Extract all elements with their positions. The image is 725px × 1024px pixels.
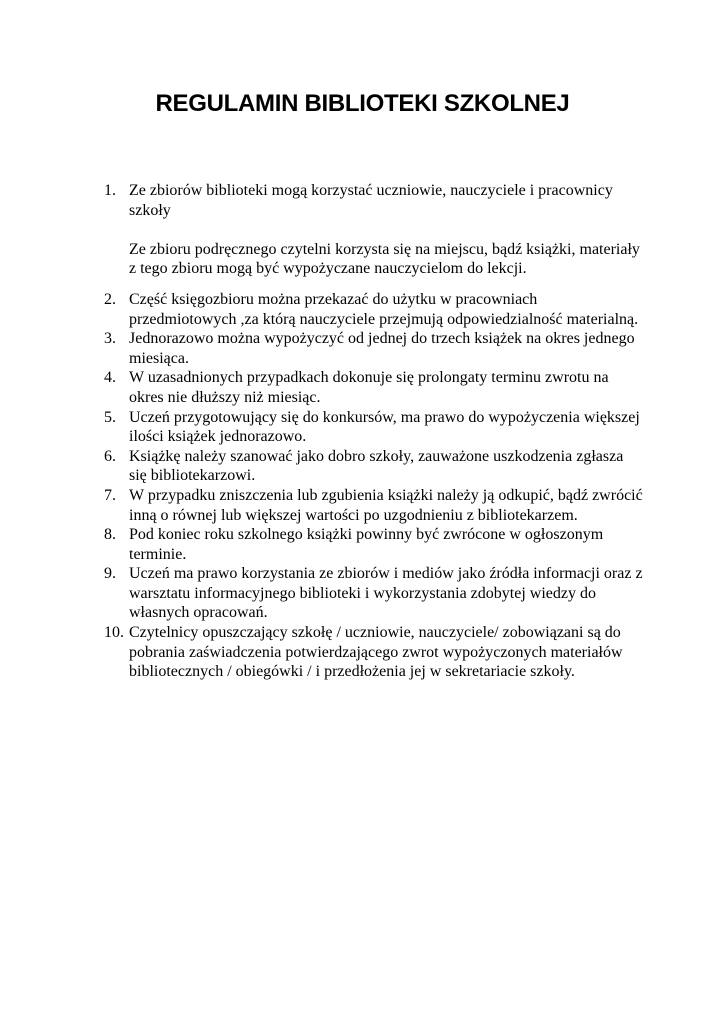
rule-item-6	[104, 447, 644, 486]
rule-item-4	[104, 368, 644, 407]
rule-number: 6.	[104, 447, 116, 465]
rule-item-2	[104, 290, 644, 329]
rule-number: 3.	[104, 330, 116, 348]
rule-number: 9.	[104, 565, 116, 583]
rule-number: 4.	[104, 369, 116, 387]
rule-text: Uczeń ma prawo korzystania ze zbiorów i mediów jako źródła informacji oraz z warsztatu informacyjnego biblioteki i wykorzystania zdobytej wiedzy do własnych opracowań.	[129, 565, 643, 622]
rule-number: 1.	[104, 182, 116, 199]
rule-text: Książkę należy szanować jako dobro szkoły, zauważone uszkodzenia zgłasza się bibliotekarzowi.	[129, 447, 624, 485]
rule-item-1	[104, 181, 644, 279]
rule-number: 8.	[104, 526, 116, 544]
rule-number: 2.	[104, 290, 116, 308]
rule-item-3	[104, 329, 644, 368]
rule-text: Jednorazowo można wypożyczyć od jednej do trzech książek na okres jednego miesiąca.	[129, 330, 635, 367]
rule-text: Część księgozbioru można przekazać do użytku w pracowniach przedmiotowych ,za którą nauczyciele przejmują odpowiedzialność materialną.	[129, 290, 639, 328]
document-title: REGULAMIN BIBLIOTEKI SZKOLNEJ	[155, 90, 570, 117]
rule-number: 10.	[104, 624, 124, 642]
rule-text: Uczeń przygotowujący się do konkursów, ma prawo do wypożyczenia większej ilości książek jednorazowo.	[129, 408, 640, 446]
rule-item-5	[104, 408, 644, 447]
rule-number: 5.	[104, 408, 116, 426]
rule-note: Ze zbioru podręcznego czytelni korzysta się na miejscu, bądź książki, materiały z tego zbioru mogą być wypożyczane nauczycielom do lekcji.	[129, 240, 640, 278]
rules-list	[104, 181, 644, 682]
rule-number: 7.	[104, 486, 116, 504]
rule-text: W uzasadnionych przypadkach dokonuje się prolongaty terminu zwrotu na okres nie dłuższy niż miesiąc.	[129, 369, 609, 406]
rule-item-8	[104, 525, 644, 564]
rule-text: W przypadku zniszczenia lub zgubienia książki należy ją odkupić, bądź zwrócić inną o równej lub większej wartości po uzgodnieniu z bibliotekarzem.	[129, 486, 643, 524]
rule-text: Czytelnicy opuszczający szkołę / uczniowie, nauczyciele/ zobowiązani są do pobrania zaświadczenia potwierdzającego zwrot wypożyczonych materiałów bibliotecznych / obiegówki / i przedłożenia jej w sekretariacie szkoły.	[129, 624, 623, 681]
rule-text: Pod koniec roku szkolnego książki powinny być zwrócone w ogłoszonym terminie.	[129, 526, 604, 563]
rule-item-9	[104, 564, 644, 623]
rule-item-10	[104, 623, 644, 682]
rule-text: Ze zbiorów biblioteki mogą korzystać uczniowie, nauczyciele i pracownicy szkoły	[129, 182, 613, 219]
rule-item-7	[104, 486, 644, 525]
